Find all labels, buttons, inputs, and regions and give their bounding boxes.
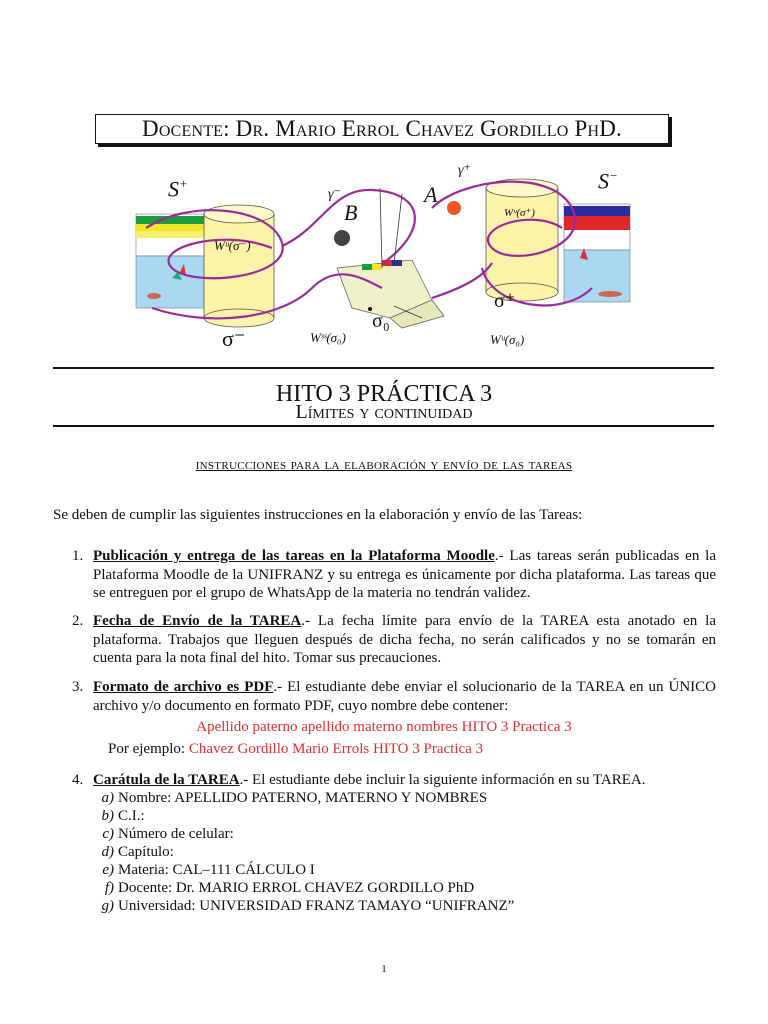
wu-sigma-minus-label: Wᵘ(σ⁻) [214, 238, 251, 253]
list-item-4 [72, 771, 716, 790]
list-item-3 [72, 678, 716, 715]
list-item-1 [72, 547, 716, 603]
filename-pattern: Apellido paterno apellido materno nombres HITO 3 Practica 3 [196, 719, 572, 735]
dark-ball [334, 230, 350, 246]
wss-sigma0-label: Wˢˢ(σ₀) [310, 330, 346, 345]
left-cylinder [204, 205, 274, 327]
item-number: 1. [72, 548, 84, 564]
example-label: Por ejemplo: [108, 741, 186, 757]
sigma-zero-label: σ₀ [372, 310, 390, 332]
orange-ball [447, 201, 461, 215]
s-plus-label: S+ [168, 176, 188, 202]
instructions-intro: Se deben de cumplir las siguientes instrucciones en la elaboración y envío de las Tareas: [53, 507, 583, 523]
subitem-c: c) Número de celular: [102, 826, 234, 842]
page-number: 1 [381, 963, 387, 975]
subitem-f: f) Docente: Dr. MARIO ERROL CHAVEZ GORDILLO PhD [104, 880, 475, 896]
right-panel [564, 204, 630, 302]
item-title: Formato de archivo es PDF [93, 679, 274, 695]
item-title: Carátula de la TAREA [93, 772, 240, 788]
docente-header [95, 114, 669, 144]
example-filename: Chavez Gordillo Mario Errols HITO 3 Practica 3 [188, 741, 484, 757]
docente-text: Docente: Dr. Mario Errol Chavez Gordillo PhD. [142, 116, 622, 141]
wu-sigma0-label: Wᵘ(σ₀) [490, 332, 525, 347]
right-cylinder [486, 179, 558, 301]
title-rule-top [53, 367, 714, 369]
item-number: 2. [72, 613, 84, 629]
subitem-a: a) Nombre: APELLIDO PATERNO, MATERNO Y NOMBRES [101, 790, 488, 806]
list-item-2 [72, 612, 716, 668]
item-title: Publicación y entrega de las tareas en la Plataforma Moodle [93, 548, 495, 564]
item-title: Fecha de Envío de la TAREA [93, 613, 302, 629]
a-label: A [424, 182, 438, 207]
subitem-e: e) Materia: CAL–111 CÁLCULO I [102, 862, 315, 878]
page-title: HITO 3 PRÁCTICA 3 [275, 381, 493, 407]
item-text: .- La fecha límite para envío de la TAREA esta anotado en la plataforma. Trabajos que lleguen después de dicha fecha, no serán calificados y no se tomarán en cuenta para la nota final del hito. Tomar sus precauciones. [93, 613, 716, 666]
dynamical-systems-figure [132, 163, 638, 352]
item-text: .- Las tareas serán publicadas en la Plataforma Moodle de la UNIFRANZ y su entrega es únicamente por dicha plataforma. Las tareas que se entreguen por el grupo de WhatsApp de la materia no tendrán validez. [93, 548, 716, 601]
item-number: 3. [72, 679, 84, 695]
sigma-plus-label: σ⁺ [494, 290, 516, 312]
title-rule-bottom [53, 425, 714, 427]
item-text: .- El estudiante debe incluir la siguiente información en su TAREA. [239, 772, 646, 788]
gamma-minus-label: γ⁻ [328, 187, 341, 202]
s-minus-label: S− [598, 168, 618, 194]
page-subtitle: Límites y continuidad [295, 401, 473, 423]
example-line [108, 741, 483, 758]
subitem-g: g) Universidad: UNIVERSIDAD FRANZ TAMAYO “UNIFRANZ” [101, 898, 515, 914]
gamma-plus-label: γ⁺ [458, 163, 471, 178]
wu-sigma-plus-label: Wᵘ(σ⁺) [504, 207, 535, 219]
b-label: B [344, 200, 358, 225]
sigma-minus-label: σ⁻ [222, 326, 246, 351]
instructions-heading: instrucciones para la elaboración y envío de las tareas [195, 456, 573, 473]
subitem-d: d) Capítulo: [101, 844, 174, 860]
item-number: 4. [72, 772, 84, 788]
subitem-b: b) C.I.: [101, 808, 145, 824]
item-text: .- El estudiante debe enviar el solucionario de la TAREA en un ÚNICO archivo y/o documento en formato PDF, cuyo nombre debe contener: [93, 679, 716, 714]
